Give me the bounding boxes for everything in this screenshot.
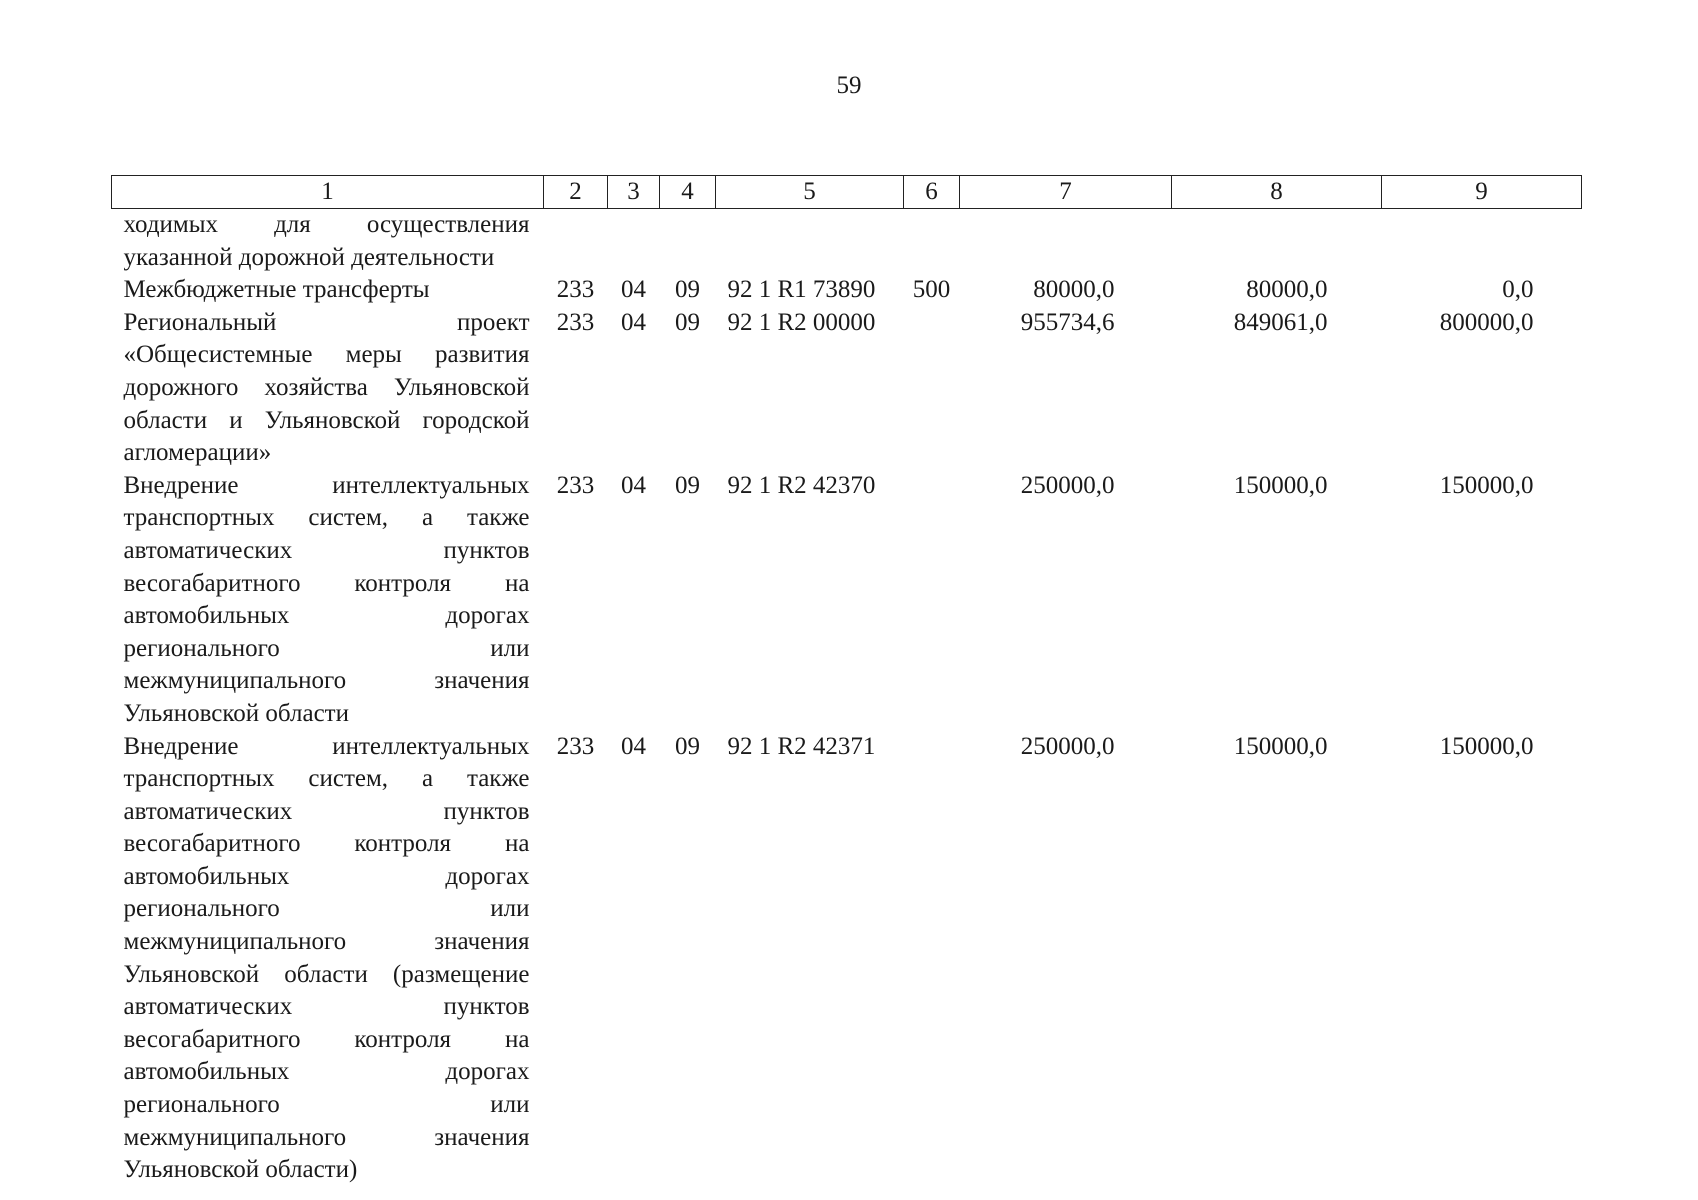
row-name: ходимых для осуществления указанной дорожной деятельности: [123, 211, 530, 271]
header-cell-6: 6: [904, 176, 960, 209]
row-expense-type: 500: [912, 276, 951, 304]
row-amount-col8: [1172, 209, 1382, 275]
row-amount-col7: 955734,6: [1020, 308, 1115, 336]
row-amount-col8: 150000,0: [1233, 471, 1328, 499]
row-amount-col9: 0,0: [1502, 276, 1534, 304]
row-target-article: 92 1 R2 00000: [727, 308, 876, 336]
row-name: Региональный проект «Общесистемные меры развития дорожного хозяйства Ульяновской области и Ульяновской городской агломерации»: [123, 308, 530, 467]
row-amount-col9: 800000,0: [1439, 308, 1534, 336]
row-amount-col9: 150000,0: [1439, 732, 1534, 760]
row-amount-col8: 80000,0: [1246, 276, 1328, 304]
row-section: 04: [621, 732, 646, 760]
page-number: 59: [836, 72, 862, 99]
row-expense-type: [904, 209, 960, 275]
table-row: [112, 209, 1582, 275]
row-grbs: 233: [556, 276, 595, 304]
row-expense-type: [904, 307, 960, 470]
row-amount-col8: 849061,0: [1233, 308, 1328, 336]
row-grbs: 233: [556, 732, 595, 760]
row-amount-col9: 150000,0: [1439, 471, 1534, 499]
row-grbs: 233: [556, 471, 595, 499]
row-amount-col7: 250000,0: [1020, 732, 1115, 760]
row-name: Внедрение интеллектуальных транспортных систем, а также автоматических пунктов весогабаритного контроля на автомобильных дорогах регионального или межмуниципального значения Ульяновской области (размещение автоматических пунктов весогабаритного контроля на автомобильных дорогах регионального или межмуниципального значения Ульяновской области): [123, 732, 530, 1184]
header-cell-5: 5: [716, 176, 904, 209]
table-row: [112, 274, 1582, 307]
table-row: [112, 470, 1582, 731]
row-amount-col7: [960, 209, 1172, 275]
table-header: [112, 176, 1582, 209]
row-grbs: [544, 209, 608, 275]
row-name: Межбюджетные трансферты: [123, 276, 430, 304]
row-target-article: 92 1 R2 42371: [727, 732, 876, 760]
header-cell-2: 2: [544, 176, 608, 209]
header-cell-3: 3: [608, 176, 660, 209]
row-subsection: 09: [675, 276, 700, 304]
header-cell-7: 7: [960, 176, 1172, 209]
row-amount-col9: [1382, 209, 1582, 275]
row-subsection: 09: [675, 471, 700, 499]
row-expense-type: [904, 470, 960, 731]
header-cell-1: 1: [112, 176, 544, 209]
row-subsection: 09: [675, 308, 700, 336]
header-cell-9: 9: [1382, 176, 1582, 209]
row-amount-col8: 150000,0: [1233, 732, 1328, 760]
header-cell-4: 4: [660, 176, 716, 209]
row-target-article: [716, 209, 904, 275]
row-amount-col7: 80000,0: [1033, 276, 1115, 304]
row-target-article: 92 1 R2 42370: [727, 471, 876, 499]
row-section: 04: [621, 471, 646, 499]
row-grbs: 233: [556, 308, 595, 336]
header-row: [112, 176, 1582, 209]
header-cell-8: 8: [1172, 176, 1382, 209]
budget-table: [111, 175, 1582, 1187]
row-section: [608, 209, 660, 275]
row-section: 04: [621, 276, 646, 304]
table-row: [112, 731, 1582, 1187]
row-subsection: [660, 209, 716, 275]
row-target-article: 92 1 R1 73890: [727, 276, 876, 304]
row-expense-type: [904, 731, 960, 1187]
row-amount-col7: 250000,0: [1020, 471, 1115, 499]
row-name: Внедрение интеллектуальных транспортных систем, а также автоматических пунктов весогабаритного контроля на автомобильных дорогах регионального или межмуниципального значения Ульяновской области: [123, 471, 530, 727]
row-section: 04: [621, 308, 646, 336]
table-body: [112, 209, 1582, 1187]
table-row: [112, 307, 1582, 470]
row-subsection: 09: [675, 732, 700, 760]
